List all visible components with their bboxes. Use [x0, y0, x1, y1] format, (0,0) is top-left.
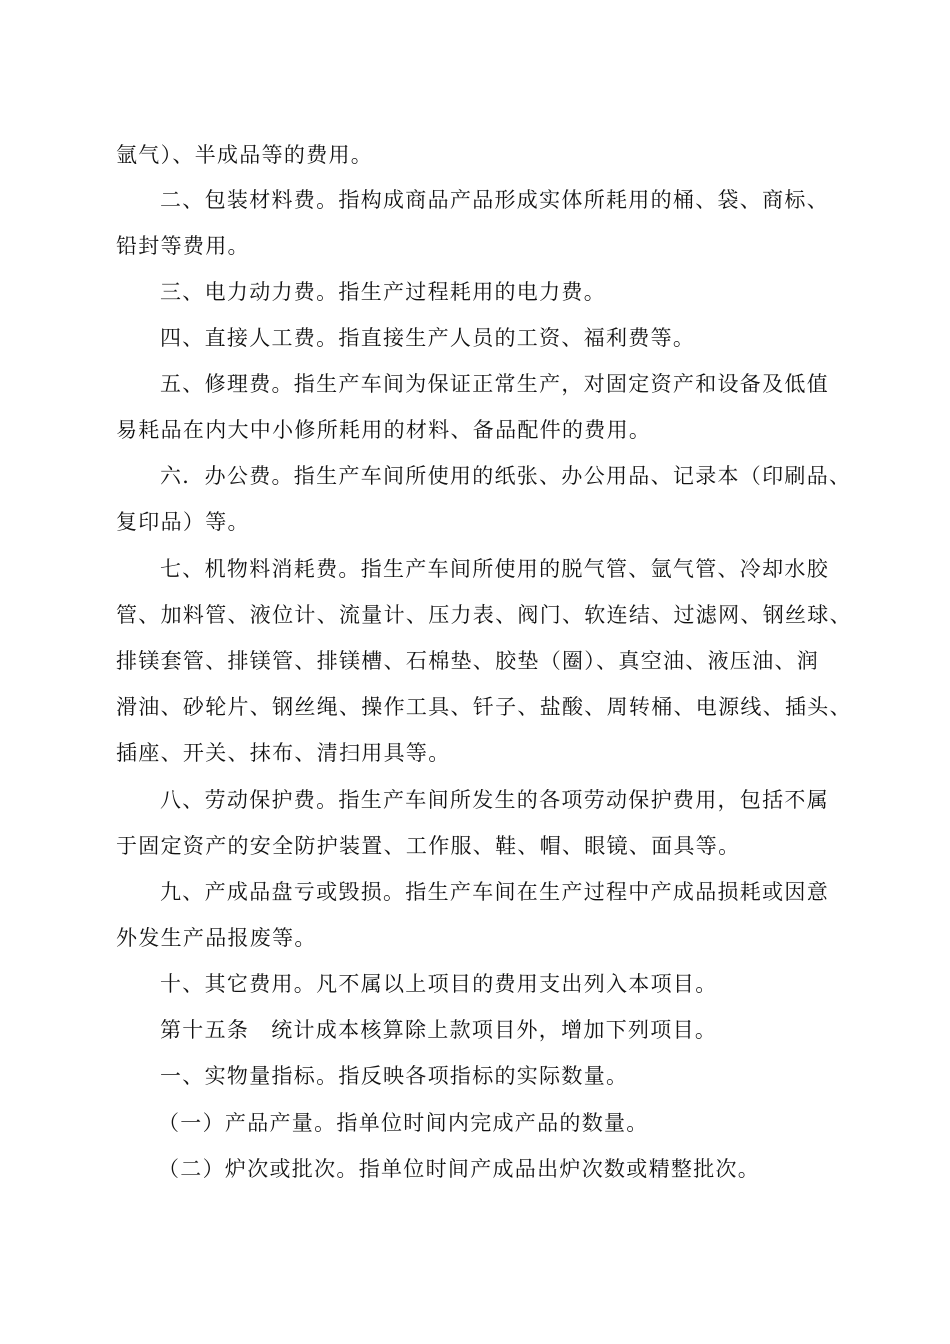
paragraph-materials-line-3: 排镁套管、排镁管、排镁槽、石棉垫、胶垫（圈）、真空油、液压油、润 [116, 649, 820, 673]
article-label: 第十五条 [160, 1018, 250, 1042]
paragraph-materials-line-4: 滑油、砂轮片、钢丝绳、操作工具、钎子、盐酸、周转桶、电源线、插头、 [116, 695, 852, 719]
paragraph-repair-line-2: 易耗品在内大中小修所耗用的材料、备品配件的费用。 [116, 418, 652, 442]
subitem-batches: （二）炉次或批次。指单位时间产成品出炉次数或精整批次。 [158, 1157, 761, 1181]
paragraph-materials-line-5: 插座、开关、抹布、清扫用具等。 [116, 741, 451, 765]
article-text: 统计成本核算除上款项目外，增加下列项目。 [271, 1018, 718, 1042]
paragraph-other: 十、其它费用。凡不属以上项目的费用支出列入本项目。 [160, 972, 718, 996]
paragraph-loss-line-2: 外发生产品报废等。 [116, 926, 317, 950]
paragraph-loss-line-1: 九、产成品盘亏或毁损。指生产车间在生产过程中产成品损耗或因意 [160, 880, 829, 904]
paragraph-packaging-line-2: 铅封等费用。 [116, 234, 250, 258]
paragraph-office-line-2: 复印品）等。 [116, 510, 250, 534]
paragraph-protection-line-2: 于固定资产的安全防护装置、工作服、鞋、帽、眼镜、面具等。 [116, 834, 741, 858]
paragraph-materials-line-1: 七、机物料消耗费。指生产车间所使用的脱气管、氩气管、冷却水胶 [160, 557, 829, 581]
paragraph-repair-line-1: 五、修理费。指生产车间为保证正常生产，对固定资产和设备及低值 [160, 372, 829, 396]
paragraph-office-line-1: 六．办公费。指生产车间所使用的纸张、办公用品、记录本（印刷品、 [160, 464, 852, 488]
paragraph-physical-indicators: 一、实物量指标。指反映各项指标的实际数量。 [160, 1064, 629, 1088]
paragraph-materials-line-2: 管、加料管、液位计、流量计、压力表、阀门、软连结、过滤网、钢丝球、 [116, 603, 852, 627]
paragraph-protection-line-1: 八、劳动保护费。指生产车间所发生的各项劳动保护费用，包括不属 [160, 788, 829, 812]
paragraph-power: 三、电力动力费。指生产过程耗用的电力费。 [160, 280, 606, 304]
text-line: 氩气）、半成品等的费用。 [116, 143, 374, 167]
paragraph-packaging-line-1: 二、包装材料费。指构成商品产品形成实体所耗用的桶、袋、商标、 [160, 188, 829, 212]
subitem-output: （一）产品产量。指单位时间内完成产品的数量。 [158, 1111, 649, 1135]
paragraph-labor: 四、直接人工费。指直接生产人员的工资、福利费等。 [160, 326, 696, 350]
article-fifteen [160, 1016, 717, 1044]
